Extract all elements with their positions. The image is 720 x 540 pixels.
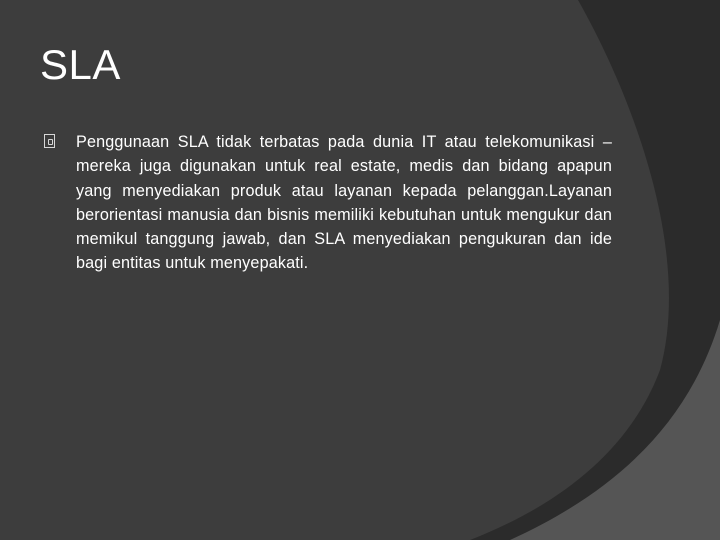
square-bullet-icon: [44, 134, 55, 148]
bullet-text: Penggunaan SLA tidak terbatas pada dunia IT atau telekomunikasi – mereka juga digunakan untuk real estate, medis dan bidang apapun yang menyediakan produk atau layanan kepada pelanggan.Layanan berorientasi manusia dan bisnis memiliki kebutuhan untuk mengukur dan memikul tanggung jawab, dan SLA menyediakan pengukuran dan ide bagi entitas untuk menyepakati.: [76, 133, 612, 273]
slide-title: SLA: [40, 41, 121, 88]
bullet-item: [44, 130, 612, 276]
